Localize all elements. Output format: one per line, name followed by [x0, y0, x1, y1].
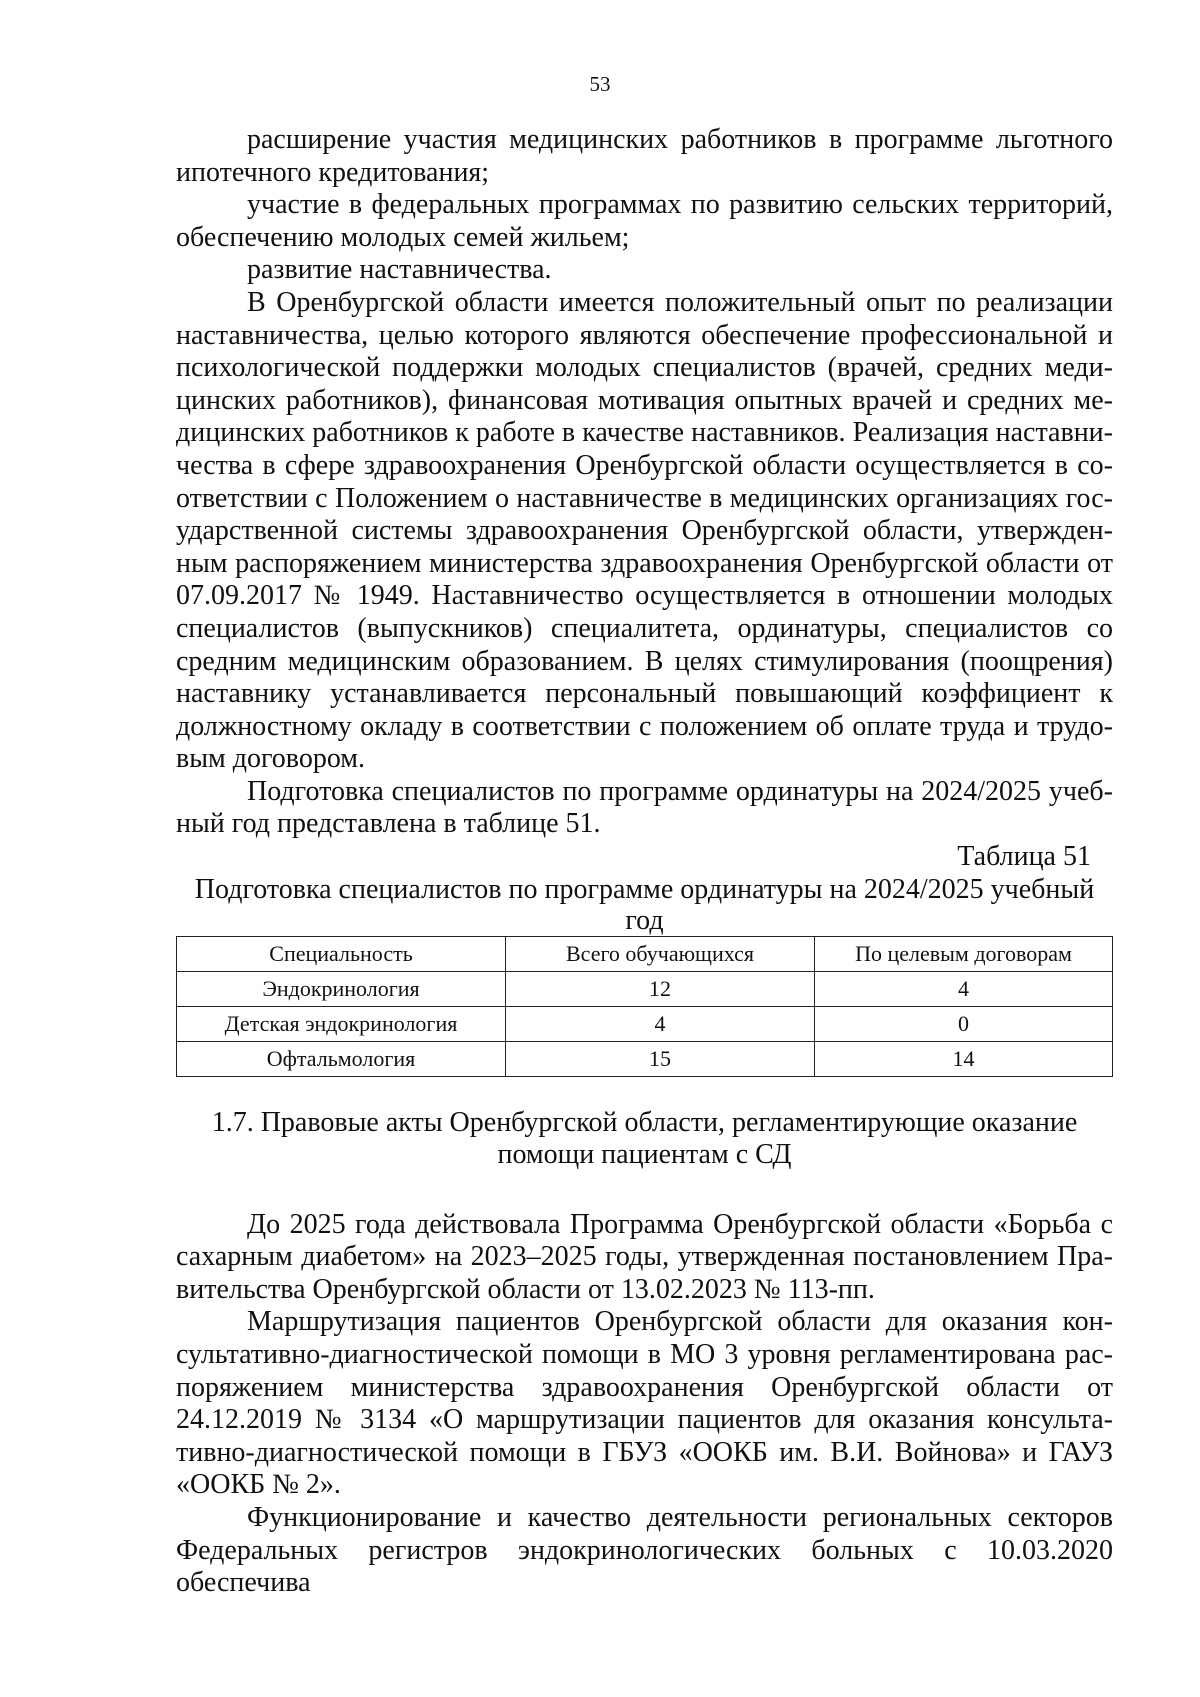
table-cell: Эндокринология — [177, 971, 506, 1006]
paragraph: Маршрутизация пациентов Оренбургской области для оказания консультативно-диагностической помощи в МО 3 уровня регламентирована распоряжением министерства здравоохранения Оренбургской области от 24.12.2019 № 3134 «О маршрутизации пациентов для оказания консультативно-диагностической помощи в ГБУЗ «ООКБ им. В.И. Войнова» и ГАУЗ «ООКБ № 2». — [176, 1306, 1113, 1501]
table-caption: Подготовка специалистов по программе ординатуры на 2024/2025 учебный год — [194, 873, 1095, 936]
page-content — [176, 124, 1113, 1600]
table-cell: 0 — [815, 1006, 1113, 1041]
table-cell: 14 — [815, 1041, 1113, 1076]
data-table — [176, 936, 1113, 1077]
paragraph: участие в федеральных программах по развитию сельских территорий, обеспечению молодых семей жильем; — [176, 189, 1113, 253]
paragraph: расширение участия медицинских работников в программе льготного ипотечного кредитования; — [176, 124, 1113, 188]
table-number: Таблица 51 — [957, 841, 1091, 873]
column-header: По целевым договорам — [815, 936, 1113, 971]
page-number: 53 — [589, 72, 611, 96]
section-title: 1.7. Правовые акты Оренбургской области, регламентирующие оказание помощи пациентам с СД — [211, 1106, 1078, 1170]
table-cell: 15 — [506, 1041, 815, 1076]
table-header-row — [177, 936, 1113, 971]
paragraph: Подготовка специалистов по программе ординатуры на 2024/2025 учебный год представлена в таблице 51. — [176, 775, 1113, 840]
table-cell: 4 — [506, 1006, 815, 1041]
paragraph: До 2025 года действовала Программа Оренбургской области «Борьба с сахарным диабетом» на 2023–2025 годы, утвержденная постановлением Правительства Оренбургской области от 13.02.2023 № 113-пп. — [176, 1208, 1113, 1305]
paragraph: развитие наставничества. — [247, 254, 552, 286]
table-cell: Офтальмология — [177, 1041, 506, 1076]
table-row — [177, 1006, 1113, 1041]
table-cell: Детская эндокринология — [177, 1006, 506, 1041]
table-cell: 12 — [506, 971, 815, 1006]
table-row — [177, 1041, 1113, 1076]
column-header: Всего обучающихся — [506, 936, 815, 971]
paragraph: Функционирование и качество деятельности региональных секторов Федеральных регистров эндокринологических больных с 10.03.2020 обеспечива — [176, 1502, 1113, 1599]
column-header: Специальность — [177, 936, 506, 971]
table-cell: 4 — [815, 971, 1113, 1006]
paragraph: В Оренбургской области имеется положительный опыт по реализации наставничества, целью которого являются обеспечение профессиональной и психологической поддержки молодых специалистов (врачей, средних медицинских работников), финансовая мотивация опытных врачей и средних медицинских работников к работе в качестве наставников. Реализация наставничества в сфере здравоохранения Оренбургской области осуществляется в соответствии с Положением о наставничестве в медицинских организациях государственной системы здравоохранения Оренбургской области, утвержденным распоряжением министерства здравоохранения Оренбургской области от 07.09.2017 № 1949. Наставничество осуществляется в отношении молодых специалистов (выпускников) специалитета, ординатуры, специалистов со средним медицинским образованием. В целях стимулирования (поощрения) наставнику устанавливается персональный повышающий коэффициент к должностному окладу в соответствии с положением об оплате труда и трудовым договором. — [176, 286, 1113, 775]
table-row — [177, 971, 1113, 1006]
